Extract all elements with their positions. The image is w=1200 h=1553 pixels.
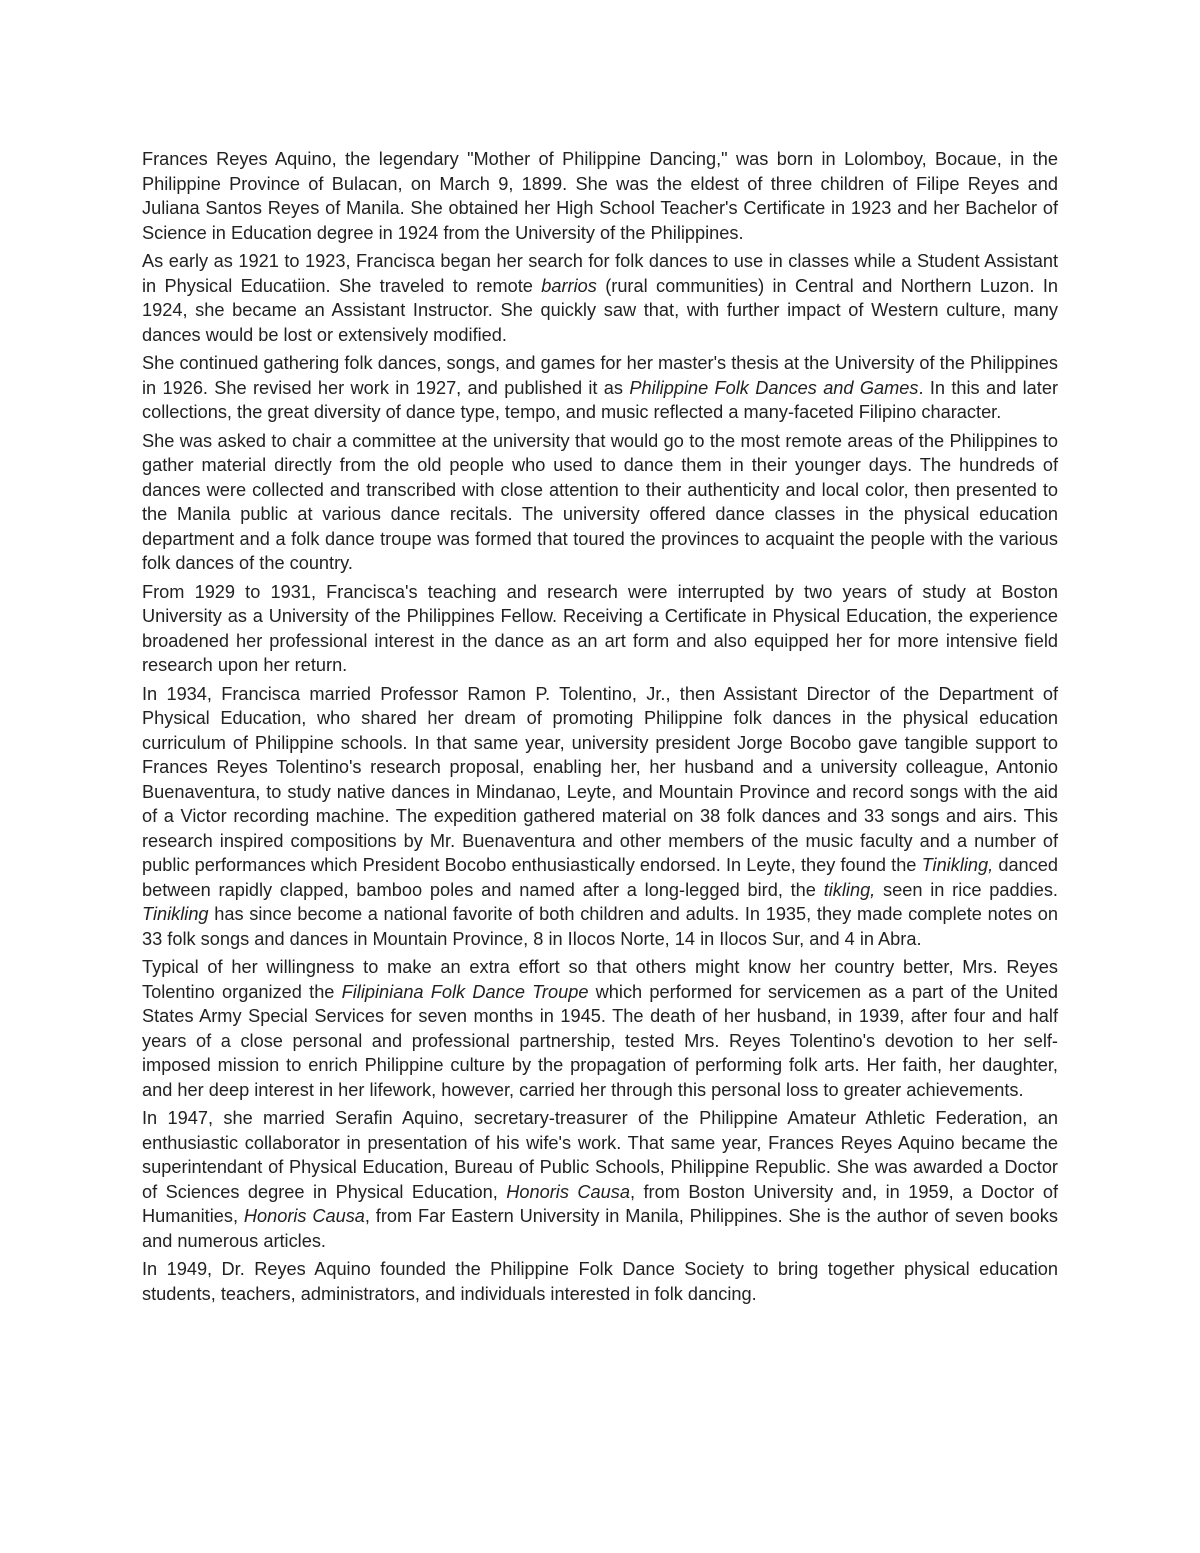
paragraph-text: , from Boston University and, in 1959, a Doctor of Humanities, [142, 1181, 1058, 1226]
paragraph-marriage-1947 [142, 1106, 1058, 1253]
paragraph-text: In 1934, Francisca married Professor Ramon P. Tolentino, Jr., then Assistant Director of the Department of Physical Education, who shared her dream of promoting Philippine folk dances in the physical education curriculum of Philippine schools. In that same year, university president Jorge Bocobo gave tangible support to Frances Reyes Tolentino's research proposal, enabling her, her husband and a university colleague, Antonio Buenaventura, to study native dances in Mindanao, Leyte, and Mountain Province and record songs with the aid of a Victor recording machine. The expedition gathered material on 38 folk dances and 33 songs and airs. This research inspired compositions by Mr. Buenaventura and other members of the music faculty and a number of public performances which President Bocobo enthusiastically endorsed. In Leyte, they found the [142, 683, 1058, 875]
paragraph-thesis [142, 351, 1058, 425]
paragraph-early-search [142, 249, 1058, 347]
paragraph-text: As early as 1921 to 1923, Francisca began her search for folk dances to use in classes while a Student Assistant in Physical Educatiion. She traveled to remote [142, 251, 1058, 296]
paragraph-text: From 1929 to 1931, Francisca's teaching and research were interrupted by two years of study at Boston University as a University of the Philippines Fellow. Receiving a Certificate in Physical Education, the experience broadened her professional interest in the dance as an art form and also equipped her for more intensive field research upon her return. [142, 581, 1058, 675]
italic-term: tikling, [823, 879, 876, 900]
italic-term: Honoris Causa [243, 1206, 365, 1226]
paragraph-boston [142, 580, 1058, 678]
paragraph-text: Typical of her willingness to make an extra effort so that others might know her country better, Mrs. Reyes Tolentino organized the [142, 957, 1058, 1002]
paragraph-troupe [142, 955, 1058, 1102]
paragraph-committee [142, 429, 1058, 576]
paragraph-text: has since become a national favorite of both children and adults. In 1935, they made complete notes on 33 folk songs and dances in Mountain Province, 8 in Ilocos Norte, 14 in Ilocos Sur, and 4 in Abra. [142, 904, 1058, 949]
paragraph-text: Frances Reyes Aquino, the legendary "Mother of Philippine Dancing," was born in Lolomboy, Bocaue, in the Philippine Province of Bulacan, on March 9, 1899. She was the eldest of three children of Filipe Reyes and Juliana Santos Reyes of Manila. She obtained her High School Teacher's Certificate in 1923 and her Bachelor of Science in Education degree in 1924 from the University of the Philippines. [142, 149, 1058, 243]
paragraph-text: In 1947, she married Serafin Aquino, secretary-treasurer of the Philippine Amateur Athletic Federation, an enthusiastic collaborator in presentation of his wife's work. That same year, Frances Reyes Aquino became the superintendant of Physical Education, Bureau of Public Schools, Philippine Republic. She was awarded a Doctor of Sciences degree in Physical Education, [142, 1108, 1058, 1202]
italic-term: Honoris Causa [506, 1181, 630, 1202]
italic-term: Tinikling [142, 904, 209, 924]
italic-term: Tinikling, [921, 855, 994, 875]
italic-term: Filipiniana Folk Dance Troupe [341, 981, 589, 1002]
document-page [142, 147, 1058, 1310]
paragraph-text: In 1949, Dr. Reyes Aquino founded the Philippine Folk Dance Society to bring together physical education students, teachers, administrators, and individuals interested in folk dancing. [142, 1259, 1058, 1304]
paragraph-society [142, 1257, 1058, 1306]
paragraph-text: seen in rice paddies. [875, 879, 1058, 900]
italic-term: barrios [541, 275, 597, 296]
paragraph-text: , from Far Eastern University in Manila, Philippines. She is the author of seven books and numerous articles. [142, 1206, 1058, 1251]
italic-term: Philippine Folk Dances and Games [629, 377, 919, 398]
paragraph-birth [142, 147, 1058, 245]
paragraph-text: (rural communities) in Central and Northern Luzon. In 1924, she became an Assistant Instructor. She quickly saw that, with further impact of Western culture, many dances would be lost or extensively modified. [142, 275, 1058, 345]
paragraph-text: . In this and later collections, the great diversity of dance type, tempo, and music reflected a many-faceted Filipino character. [142, 377, 1059, 422]
document-body [142, 147, 1058, 1306]
paragraph-text: She was asked to chair a committee at the university that would go to the most remote areas of the Philippines to gather material directly from the old people who used to dance them in their younger days. The hundreds of dances were collected and transcribed with close attention to their authenticity and local color, then presented to the Manila public at various dance recitals. The university offered dance classes in the physical education department and a folk dance troupe was formed that toured the provinces to acquaint the people with the various folk dances of the country. [142, 430, 1058, 573]
paragraph-marriage-1934 [142, 682, 1058, 952]
paragraph-text: She continued gathering folk dances, songs, and games for her master's thesis at the University of the Philippines in 1926. She revised her work in 1927, and published it as [142, 353, 1058, 398]
paragraph-text: danced between rapidly clapped, bamboo poles and named after a long-legged bird, the [142, 855, 1058, 900]
paragraph-text: which performed for servicemen as a part of the United States Army Special Services for seven months in 1945. The death of her husband, in 1939, after four and half years of a close personal and professional partnership, tested Mrs. Reyes Tolentino's devotion to her self-imposed mission to enrich Philippine culture by the propagation of performing folk arts. Her faith, her daughter, and her deep interest in her lifework, however, carried her through this personal loss to greater achievements. [142, 981, 1058, 1100]
